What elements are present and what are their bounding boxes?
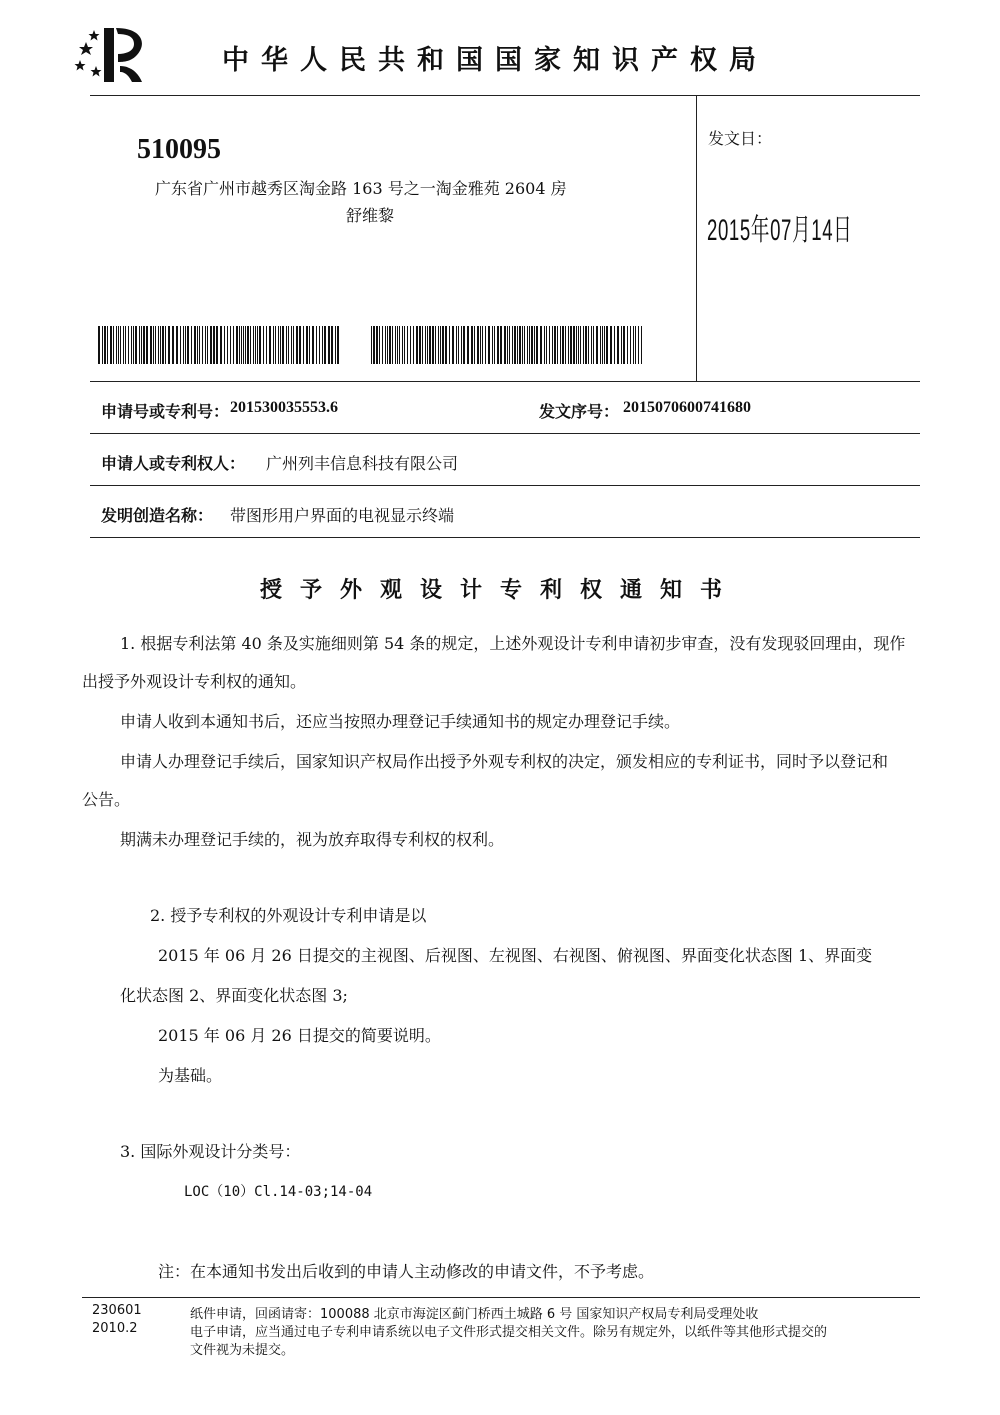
barcode-bar [449,326,450,364]
barcode-bar [580,326,581,364]
barcode-bar [123,326,124,364]
issue-date-stamp: 2015年07月14日 [707,214,853,247]
barcode-bar [158,326,159,364]
section-3-classification: LOC（10）Cl.14-03;14-04 [184,1184,373,1200]
barcode-bar [213,326,215,364]
barcode-bar [565,326,566,364]
section-2-line-4: 为基础。 [158,1066,223,1085]
barcode-bar [185,326,186,364]
barcode-bar [162,326,164,364]
barcode-bar [610,326,612,364]
dispatch-serial: 2015070600741680 [623,399,751,416]
barcode-bar [373,326,375,364]
barcode-bar [471,326,473,364]
barcode-bar [524,326,525,364]
barcode-bar [255,326,256,364]
recipient-address: 广东省广州市越秀区淘金路 163 号之一淘金雅苑 2604 房 [155,179,567,198]
footer-divider [82,1297,920,1298]
barcode-bar [522,326,523,364]
section-2-line-2: 化状态图 2、界面变化状态图 3; [120,986,348,1005]
barcode-bar [402,326,403,364]
barcode-bar [239,326,240,364]
barcode-bar [413,326,414,364]
barcode-bar [309,326,310,364]
section-1-line-1: 1. 根据专利法第 40 条及实施细则第 54 条的规定，上述外观设计专利申请初步审查，没有发现驳回理由，现作 [120,634,906,653]
barcode-bar [331,326,333,364]
footer-line-2: 电子申请，应当通过电子专利申请系统以电子文件形式提交相关文件。除另有规定外，以纸件等其他形式提交的 [190,1325,828,1340]
barcode-bar [442,326,444,364]
barcode-bar [266,326,267,364]
notice-title: 授予外观设计专利权通知书 [259,578,740,603]
barcode-bar [227,326,228,364]
invention-title-label: 发明创造名称： [101,506,214,525]
barcode-bar [291,326,292,364]
barcode-bar [461,326,462,364]
recipient-name: 舒维黎 [346,206,395,225]
barcode-bar [282,326,284,364]
barcode-bar [335,326,336,364]
barcode-bar [172,326,174,364]
barcode-bar [337,326,339,364]
barcode-bar [635,326,636,364]
notice-note: 注：在本通知书发出后收到的申请人主动修改的申请文件，不予考虑。 [158,1262,655,1281]
barcode-bar [216,326,218,364]
barcode-bar [176,326,178,364]
barcode-bar [395,326,396,364]
barcode-bar [303,326,304,364]
barcode-bar [552,326,553,364]
invention-title: 带图形用户界面的电视显示终端 [230,506,455,525]
divider [90,433,920,434]
barcode-bar [623,326,625,364]
barcode-bar [199,326,200,364]
barcode-bar [236,326,238,364]
barcode-bar [316,326,317,364]
barcode-bar [306,326,308,364]
dispatch-serial-label: 发文序号： [539,402,620,421]
barcode-bar [614,326,615,364]
barcode-bar [641,326,642,364]
barcode-bar [183,326,184,364]
footer-line-3: 文件视为未提交。 [190,1343,295,1358]
barcode-bar [202,326,203,364]
barcode-bar [425,326,426,364]
barcode-bar [263,326,264,364]
office-name: 中华人民共和国国家知识产权局 [222,45,768,76]
barcode-bar [187,326,189,364]
barcode-bar [562,326,564,364]
barcode-bar [397,326,398,364]
barcode-bar [507,326,508,364]
barcode-bar [102,326,103,364]
barcode-bar [379,326,380,364]
barcode-bar [165,326,166,364]
barcode-bar [220,326,222,364]
barcode-bar [389,326,391,364]
barcode-bar [275,326,276,364]
barcode-bar [253,326,254,364]
barcode-bar [527,326,528,364]
barcode-bar [120,326,121,364]
barcode-bar [435,326,436,364]
barcode-bar [399,326,400,364]
barcode-bar [500,326,502,364]
barcode-bar [463,326,465,364]
barcode-bar [128,326,129,364]
section-3-heading: 3. 国际外观设计分类号： [120,1142,301,1161]
barcode-bar [139,326,140,364]
barcode-bar [407,326,408,364]
barcode-bar [299,326,301,364]
barcode-bar [250,326,251,364]
barcode-bar [531,326,533,364]
section-1-line-2: 出授予外观设计专利权的通知。 [82,672,307,691]
barcode-bar [205,326,206,364]
barcode-bar [288,326,289,364]
barcode-bar [578,326,579,364]
barcode-bar [432,326,434,364]
barcode-bar [440,326,441,364]
barcode-bar [560,326,561,364]
barcode-bar [585,326,587,364]
barcode-bar [630,326,631,364]
barcode-bar [512,326,513,364]
barcode-bar [133,326,134,364]
barcode-bar [153,326,154,364]
paragraph-grant-line-1: 申请人办理登记手续后，国家知识产权局作出授予外观专利权的决定，颁发相应的专利证书，同时予以登记和 [120,752,889,771]
barcode-bar [602,326,603,364]
barcode-bar [241,326,242,364]
barcode-bar [638,326,639,364]
barcode-bar [480,326,481,364]
barcode-bar [293,326,294,364]
barcode-bar [497,326,499,364]
barcode-bar [131,326,132,364]
barcode-bar [596,326,598,364]
barcode-bar [118,326,119,364]
barcode-bar [604,326,605,364]
applicant-name: 广州列丰信息科技有限公司 [266,454,459,473]
barcode-bar [322,326,323,364]
cnipa-logo [72,22,152,86]
barcode-bar [429,326,431,364]
barcode-bar [549,326,550,364]
barcode-bar [230,326,231,364]
barcode-bar [245,326,246,364]
barcode-bar [509,326,510,364]
star-icon [75,60,86,71]
barcode-bar [477,326,479,364]
divider [696,95,697,381]
paragraph-expiry: 期满未办理登记手续的，视为放弃取得专利权的权利。 [120,830,505,849]
barcode-bar [286,326,287,364]
barcode-bar [544,326,545,364]
barcode-bar [534,326,535,364]
application-number: 201530035553.6 [230,399,338,416]
section-2-line-3: 2015 年 06 月 26 日提交的简要说明。 [158,1026,441,1045]
barcode-bar [492,326,493,364]
barcode-bar [606,326,608,364]
barcode-bar [416,326,418,364]
barcode-bar [296,326,298,364]
barcode-bar [259,326,261,364]
barcode-bar [404,326,405,364]
barcode-bar [514,326,516,364]
barcode-bar [570,326,572,364]
barcode-bar [529,326,530,364]
barcode-bar [385,326,386,364]
barcode-bar [233,326,234,364]
footer-line-1: 纸件申请，回函请寄：100088 北京市海淀区蓟门桥西土城路 6 号 国家知识产权局专利局受理处收 [190,1307,759,1322]
barcode-bar [168,326,170,364]
barcode-bar [600,326,601,364]
barcode-bar [98,326,100,364]
barcode-bar [452,326,454,364]
applicant-label: 申请人或专利权人： [101,454,246,473]
barcode-bar [445,326,447,364]
barcode-bar [107,326,108,364]
postal-code: 510095 [137,134,221,165]
barcode-bar [617,326,619,364]
divider [90,95,920,96]
barcode-bar [371,326,372,364]
barcode-bar [194,326,196,364]
barcode-bar [419,326,421,364]
barcode-bar [583,326,584,364]
barcode-bar [467,326,469,364]
barcode-bar [273,326,274,364]
barcode-bar [146,326,148,364]
barcode-bar [324,326,326,364]
barcode-bar [382,326,383,364]
barcode-bar [141,326,142,364]
barcode-bar [243,326,244,364]
barcode-bar [224,326,225,364]
barcode-bar [588,326,589,364]
barcode-bar [155,326,156,364]
barcode-bar [517,326,518,364]
barcode-bar [536,326,538,364]
issue-date-label: 发文日： [708,129,773,148]
barcode-bar [312,326,314,364]
barcode-bar [104,326,106,364]
barcode-bar [319,326,320,364]
form-code: 230601 [92,1303,142,1318]
barcode-bar [387,326,388,364]
barcode-bar [247,326,249,364]
star-icon [89,30,100,41]
form-version: 2010.2 [92,1321,138,1336]
barcode-bar [150,326,152,364]
barcode [98,326,342,364]
barcode-bar [519,326,521,364]
barcode-bar [116,326,117,364]
barcode-bar [554,326,556,364]
barcode-bar [410,326,411,364]
barcode [371,326,643,364]
barcode-bar [438,326,439,364]
paragraph-grant-line-2: 公告。 [82,790,131,809]
divider [90,485,920,486]
paragraph-registration: 申请人收到本通知书后，还应当按照办理登记手续通知书的规定办理登记手续。 [120,712,681,731]
barcode-bar [494,326,495,364]
star-icon [91,66,102,77]
barcode-bar [376,326,378,364]
barcode-bar [504,326,506,364]
section-2-heading: 2. 授予专利权的外观设计专利申请是以 [150,906,427,925]
barcode-bar [160,326,161,364]
barcode-bar [546,326,547,364]
barcode-bar [573,326,575,364]
divider [90,537,920,538]
barcode-bar [456,326,457,364]
barcode-bar [593,326,594,364]
barcode-bar [143,326,145,364]
barcode-bar [633,326,634,364]
barcode-bar [576,326,577,364]
divider [90,381,920,382]
barcode-bar [191,326,192,364]
barcode-bar [180,326,181,364]
barcode-bar [135,326,137,364]
section-2-line-1: 2015 年 06 月 26 日提交的主视图、后视图、左视图、右视图、俯视图、界面变化状态图 1、界面变 [158,946,873,965]
barcode-bar [207,326,208,364]
barcode-bar [280,326,281,364]
barcode-bar [210,326,212,364]
barcode-bar [540,326,542,364]
barcode-bar [568,326,569,364]
barcode-bar [427,326,428,364]
barcode-bar [591,326,592,364]
barcode-bar [392,326,393,364]
barcode-bar [257,326,258,364]
barcode-bar [328,326,330,364]
barcode-bar [488,326,490,364]
barcode-bar [422,326,423,364]
barcode-bar [269,326,271,364]
barcode-bar [113,326,114,364]
barcode-bar [627,326,628,364]
barcode-bar [485,326,486,364]
barcode-bar [458,326,459,364]
barcode-bar [482,326,483,364]
barcode-bar [557,326,558,364]
barcode-bar [621,326,622,364]
application-number-label: 申请号或专利号： [101,402,230,421]
barcode-bar [474,326,475,364]
barcode-bar [110,326,112,364]
barcode-bar [197,326,198,364]
star-icon [79,42,93,55]
barcode-bar [125,326,126,364]
barcode-bar [278,326,279,364]
